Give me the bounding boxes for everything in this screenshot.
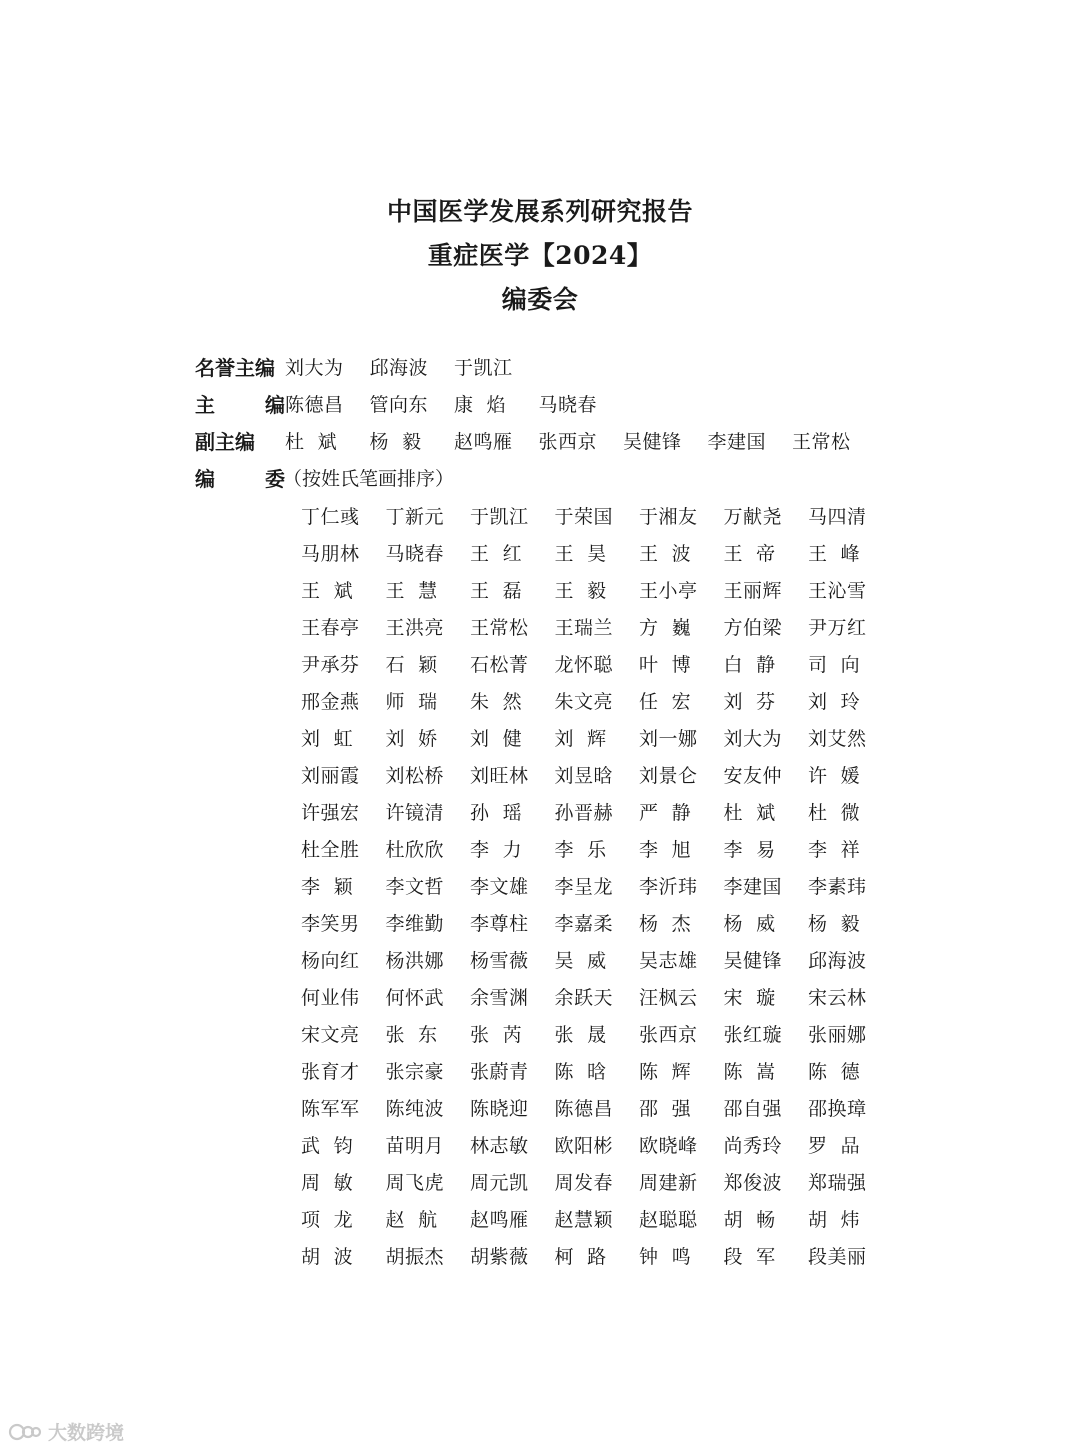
committee-row: [301, 534, 893, 571]
committee-member: 张宗豪: [385, 1061, 445, 1083]
committee-member: 李 祥: [808, 839, 861, 861]
committee-row: [301, 1089, 893, 1126]
committee-member: 丁新元: [385, 506, 445, 528]
committee-member: 刘 辉: [554, 728, 607, 750]
committee-member: 杜全胜: [301, 839, 360, 861]
committee-member: 刘旺林: [470, 765, 529, 787]
committee-member: 苗明月: [385, 1135, 445, 1157]
committee-member: 杨 威: [723, 913, 776, 935]
committee-member: 王小亭: [639, 580, 698, 602]
committee-row: [301, 756, 893, 793]
committee-member: 王 波: [639, 543, 692, 565]
committee-member: 于凯江: [470, 506, 529, 528]
committee-member: 胡振杰: [385, 1246, 445, 1268]
committee-row: [301, 719, 893, 756]
committee-member: 刘 芬: [723, 691, 776, 713]
committee-member: 李 旭: [639, 839, 692, 861]
person-name: 王常松: [792, 431, 851, 453]
committee-row: [301, 645, 893, 682]
committee-row: [301, 830, 893, 867]
committee-member: 宋云林: [808, 987, 867, 1009]
committee-member: 尹承芬: [301, 654, 360, 676]
person-name: 管向东: [369, 394, 429, 416]
person-name: 康 焰: [454, 394, 507, 416]
committee-member: 杜 微: [808, 802, 861, 824]
committee-member: 陈 晗: [554, 1061, 607, 1083]
committee-member: 赵慧颖: [554, 1209, 614, 1231]
committee-member: 宋文亮: [301, 1024, 360, 1046]
committee-member: 李 力: [470, 839, 523, 861]
committee-member: 邵 强: [639, 1098, 692, 1120]
committee-row: [301, 1126, 893, 1163]
committee-member: 尹万红: [808, 617, 867, 639]
book-title-prefix: 重症医学【: [427, 241, 556, 270]
committee-member: 陈 德: [808, 1061, 861, 1083]
committee-member: 叶 博: [639, 654, 692, 676]
committee-member: 李文哲: [385, 876, 445, 898]
committee-member: 赵 航: [385, 1209, 438, 1231]
role-label: [195, 389, 285, 418]
committee-member: 段美丽: [808, 1246, 867, 1268]
role-label-char: 编: [195, 467, 215, 491]
role-label-char: 委: [265, 467, 285, 491]
committee-member: 刘昱晗: [554, 765, 614, 787]
committee-member: 吴 威: [554, 950, 607, 972]
committee-member: 刘大为: [723, 728, 783, 750]
committee-member: 李 乐: [554, 839, 607, 861]
sort-note: （按姓氏笔画排序）: [283, 468, 455, 490]
committee-member: 欧晓峰: [639, 1135, 698, 1157]
committee-row: [301, 608, 893, 645]
committee-member: 刘 娇: [385, 728, 438, 750]
committee-member: 刘艾然: [808, 728, 867, 750]
committee-row: [301, 1163, 893, 1200]
committee-member: 郑俊波: [723, 1172, 783, 1194]
committee-member: 于湘友: [639, 506, 698, 528]
committee-member: 李 颖: [301, 876, 354, 898]
committee-member: 孙晋赫: [554, 802, 614, 824]
committee-member: 王 红: [470, 543, 523, 565]
committee-member: 邢金燕: [301, 691, 360, 713]
committee-member: 安友仲: [723, 765, 783, 787]
committee-member: 王 斌: [301, 580, 354, 602]
committee-member: 陈晓迎: [470, 1098, 529, 1120]
committee-member: 王 磊: [470, 580, 523, 602]
role-names: [285, 353, 539, 380]
committee-member: 李呈龙: [554, 876, 614, 898]
committee-member: 钟 鸣: [639, 1246, 692, 1268]
committee-member: 孙 瑶: [470, 802, 523, 824]
committee-member: 张育才: [301, 1061, 360, 1083]
committee-member: 刘景仑: [639, 765, 698, 787]
committee-member: 杜欣欣: [385, 839, 445, 861]
series-title: 中国医学发展系列研究报告: [386, 197, 693, 226]
person-name: 张西京: [538, 431, 598, 453]
committee-member: 余跃天: [554, 987, 614, 1009]
committee-row: [301, 1052, 893, 1089]
committee-member: 胡 畅: [723, 1209, 776, 1231]
committee-member: 胡 波: [301, 1246, 354, 1268]
committee-member: 张红璇: [723, 1024, 783, 1046]
role-label: [195, 463, 285, 492]
committee-member: 许强宏: [301, 802, 360, 824]
committee-member: 汪枫云: [639, 987, 698, 1009]
committee-member: 司 向: [808, 654, 861, 676]
person-name: 陈德昌: [285, 394, 344, 416]
committee-member: 刘 健: [470, 728, 523, 750]
committee-member: 张 芮: [470, 1024, 523, 1046]
book-year: 2024: [555, 241, 627, 270]
committee-member: 杨 杰: [639, 913, 692, 935]
committee-member: 李尊柱: [470, 913, 529, 935]
committee-member: 刘 玲: [808, 691, 861, 713]
role-names: [285, 390, 623, 417]
committee-member: 宋 璇: [723, 987, 776, 1009]
person-name: 吴健锋: [623, 431, 682, 453]
committee-member: 陈军军: [301, 1098, 360, 1120]
person-name: 杨 毅: [369, 431, 422, 453]
committee-member: 刘 虹: [301, 728, 354, 750]
role-label-char: 编: [265, 393, 285, 417]
committee-member: 李文雄: [470, 876, 529, 898]
committee-member: 杜 斌: [723, 802, 776, 824]
committee-member: 马四清: [808, 506, 867, 528]
committee-member: 赵聪聪: [639, 1209, 698, 1231]
book-title-suffix: 】: [626, 241, 653, 270]
committee-member: 段 军: [723, 1246, 776, 1268]
committee-member: 邱海波: [808, 950, 867, 972]
committee-member: 许 媛: [808, 765, 861, 787]
committee-member: 郑瑞强: [808, 1172, 867, 1194]
committee-row: [301, 978, 893, 1015]
committee-member: 李沂玮: [639, 876, 698, 898]
committee-row: [301, 1237, 893, 1274]
committee-member: 何怀武: [385, 987, 445, 1009]
committee-row: [301, 1015, 893, 1052]
committee-member: 刘一娜: [639, 728, 698, 750]
committee-row: [301, 682, 893, 719]
committee-member: 石松菁: [470, 654, 529, 676]
committee-member: 王 毅: [554, 580, 607, 602]
role-label: 名誉主编: [195, 356, 275, 380]
committee-member: 杨雪薇: [470, 950, 529, 972]
title-block: [0, 190, 1080, 322]
committee-title: 编委会: [501, 285, 579, 314]
committee-member: 何业伟: [301, 987, 360, 1009]
committee-member: 马朋林: [301, 543, 360, 565]
watermark-text: 大数跨境: [48, 1422, 125, 1444]
committee-member: 王 昊: [554, 543, 607, 565]
committee-member: 张丽娜: [808, 1024, 867, 1046]
committee-member: 李嘉柔: [554, 913, 614, 935]
committee-member: 王 峰: [808, 543, 861, 565]
committee-member: 杨向红: [301, 950, 360, 972]
roles-section: [195, 348, 877, 496]
committee-row: [301, 941, 893, 978]
committee-member: 方伯梁: [723, 617, 783, 639]
committee-member: 方 巍: [639, 617, 692, 639]
committee-member: 林志敏: [470, 1135, 529, 1157]
committee-member: 李 易: [723, 839, 776, 861]
person-name: 李建国: [707, 431, 767, 453]
committee-member: 李维勤: [385, 913, 445, 935]
committee-member: 白 静: [723, 654, 776, 676]
committee-member: 周 敏: [301, 1172, 354, 1194]
committee-member: 李笑男: [301, 913, 360, 935]
committee-member: 邵自强: [723, 1098, 783, 1120]
committee-member: 许镜清: [385, 802, 445, 824]
committee-member: 项 龙: [301, 1209, 354, 1231]
committee-row: [301, 793, 893, 830]
role-names: [285, 427, 877, 454]
role-row: [195, 459, 877, 496]
committee-member: 周建新: [639, 1172, 698, 1194]
committee-member: 武 钧: [301, 1135, 354, 1157]
committee-member: 张蔚青: [470, 1061, 529, 1083]
committee-member: 王 慧: [385, 580, 438, 602]
committee-member: 陈 嵩: [723, 1061, 776, 1083]
committee-member: 胡紫薇: [470, 1246, 529, 1268]
committee-row: [301, 867, 893, 904]
role-row: [195, 385, 877, 422]
committee-member: 朱 然: [470, 691, 523, 713]
committee-member: 吴健锋: [723, 950, 783, 972]
committee-member: 丁仁彧: [301, 506, 360, 528]
committee-member: 万献尧: [723, 506, 783, 528]
committee-row: [301, 571, 893, 608]
person-name: 于凯江: [454, 357, 513, 379]
committee-member: 周元凯: [470, 1172, 529, 1194]
committee-member: 吴志雄: [639, 950, 698, 972]
committee-member: 邵换璋: [808, 1098, 867, 1120]
committee-member: 李素玮: [808, 876, 867, 898]
committee-member: 张 晟: [554, 1024, 607, 1046]
committee-member: 王 帝: [723, 543, 776, 565]
person-name: 杜 斌: [285, 431, 338, 453]
person-name: 邱海波: [369, 357, 429, 379]
committee-member: 石 颖: [385, 654, 438, 676]
committee-row: [301, 1200, 893, 1237]
committee-member: 周发春: [554, 1172, 614, 1194]
committee-member: 王瑞兰: [554, 617, 614, 639]
committee-member: 王常松: [470, 617, 529, 639]
committee-member: 龙怀聪: [554, 654, 614, 676]
committee-member: 于荣国: [554, 506, 614, 528]
committee-member: 严 静: [639, 802, 692, 824]
committee-member: 王洪亮: [385, 617, 445, 639]
committee-member: 任 宏: [639, 691, 692, 713]
committee-member: 陈 辉: [639, 1061, 692, 1083]
watermark: [8, 1418, 124, 1445]
committee-member: 杨洪娜: [385, 950, 445, 972]
committee-member: 马晓春: [385, 543, 445, 565]
committee-member: 胡 炜: [808, 1209, 861, 1231]
committee-member: 陈纯波: [385, 1098, 445, 1120]
role-row: [195, 348, 877, 385]
book-title: [0, 234, 1080, 278]
person-name: 赵鸣雁: [454, 431, 513, 453]
committee-member: 李建国: [723, 876, 783, 898]
committee-member: 朱文亮: [554, 691, 614, 713]
committee-member: 赵鸣雁: [470, 1209, 529, 1231]
committee-row: [301, 904, 893, 941]
committee-row: [301, 497, 893, 534]
committee-member: 周飞虎: [385, 1172, 445, 1194]
logo-icon: [8, 1419, 42, 1445]
committee-member: 王沁雪: [808, 580, 867, 602]
committee-member: 张 东: [385, 1024, 438, 1046]
committee-member: 王丽辉: [723, 580, 783, 602]
committee-member: 刘松桥: [385, 765, 445, 787]
committee-member: 刘丽霞: [301, 765, 360, 787]
committee-member: 尚秀玲: [723, 1135, 783, 1157]
committee-member: 陈德昌: [554, 1098, 614, 1120]
committee-member: 师 瑞: [385, 691, 438, 713]
role-label-char: 主: [195, 393, 215, 417]
committee-member: 罗 品: [808, 1135, 861, 1157]
committee-member-list: [301, 497, 893, 1274]
committee-member: 王春亭: [301, 617, 360, 639]
committee-member: 余雪渊: [470, 987, 529, 1009]
person-name: 刘大为: [285, 357, 344, 379]
committee-member: 张西京: [639, 1024, 698, 1046]
role-label: 副主编: [195, 430, 255, 454]
person-name: 马晓春: [538, 394, 598, 416]
role-row: [195, 422, 877, 459]
committee-member: 欧阳彬: [554, 1135, 614, 1157]
committee-member: 杨 毅: [808, 913, 861, 935]
committee-member: 柯 路: [554, 1246, 607, 1268]
